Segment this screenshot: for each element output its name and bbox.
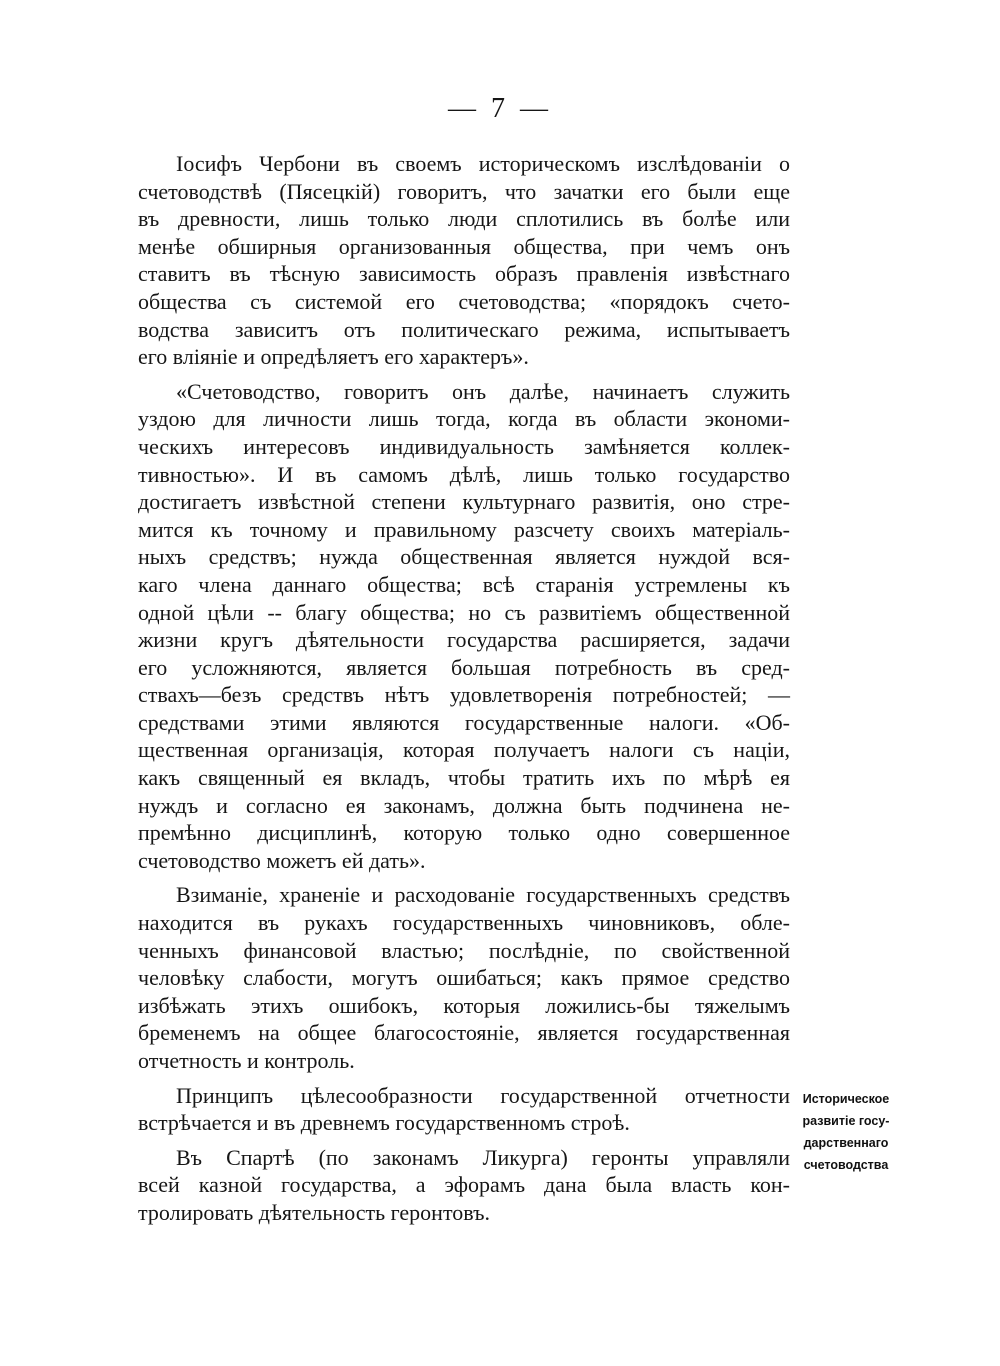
text-line: водства зависитъ отъ политическаго режима, испытываетъ (138, 316, 790, 342)
text-line: одной цѣли -- благу общества; но съ развитіемъ общественной (138, 599, 790, 625)
text-line: какъ священный ея вкладъ, чтобы тратить ихъ по мѣрѣ ея (138, 765, 790, 791)
margin-note-line: дарственнаго (803, 1136, 889, 1150)
text-line: мится къ точному и правильному разсчету своихъ матеріаль- (138, 516, 790, 542)
text-line: жизни кругъ дѣятельности государства расширяется, задачи (138, 627, 790, 653)
margin-note (792, 1088, 900, 1176)
margin-note-line: Историческое (802, 1092, 890, 1106)
text-line: счетоводствѣ (Пясецкій) говоритъ, что зачатки его были еще (138, 178, 790, 204)
text-line: человѣку слабости, могутъ ошибаться; какъ прямое средство (138, 965, 790, 991)
text-line: достигаетъ извѣстной степени культурнаго развитія, оно стре- (138, 489, 790, 515)
text-line: уздою для личности лишь тогда, когда въ области экономи- (138, 406, 790, 432)
paragraph-3 (138, 881, 790, 1074)
text-line: всей казной государства, а эфорамъ дана была власть кон- (138, 1172, 790, 1198)
paragraph-5 (138, 1144, 790, 1227)
paragraph-4 (138, 1082, 790, 1137)
text-line: премѣнно дисциплинѣ, которую только одно совершенное (138, 820, 790, 846)
paragraph-2 (138, 378, 790, 875)
text-line: общества съ системой его счетоводства; «порядокъ счето- (138, 288, 790, 314)
text-line: Принципъ цѣлесообразности государственной отчетности (176, 1082, 790, 1108)
margin-note-line: счетоводства (803, 1158, 889, 1172)
text-line: средствами этими являются государственные налоги. «Об- (138, 709, 790, 735)
paragraph-1 (138, 150, 790, 371)
text-line: тролировать дѣятельность геронтовъ. (138, 1199, 490, 1225)
text-line: ченныхъ финансовой властью; послѣдніе, по свойственной (138, 937, 790, 963)
text-line: щественная организація, которая получаетъ налоги съ націи, (138, 737, 790, 763)
text-line: находится въ рукахъ государственныхъ чиновниковъ, обле- (138, 910, 790, 936)
text-line: ныхъ средствъ; нужда общественная является нуждой вся- (138, 544, 790, 570)
text-line: его усложняются, является большая потребность въ сред- (138, 654, 790, 680)
text-line: каго члена даннаго общества; всѣ старанія устремлены къ (138, 571, 790, 597)
text-line: ствахъ—безъ средствъ нѣтъ удовлетворенія потребностей; — (138, 682, 790, 708)
text-line: менѣе обширныя организованныя общества, при чемъ онъ (138, 233, 790, 259)
margin-note-line: развитіе госу- (802, 1114, 890, 1128)
text-line: ставитъ въ тѣсную зависимость образъ правленія извѣстнаго (138, 261, 790, 287)
text-line: избѣжать этихъ ошибокъ, которыя ложились-бы тяжелымъ (138, 992, 790, 1018)
text-line: «Счетоводство, говоритъ онъ далѣе, начинаетъ служить (176, 378, 790, 404)
text-line: его вліяніе и опредѣляетъ его характеръ». (138, 344, 529, 370)
body-text (138, 150, 790, 1234)
text-line: тивностью». И въ самомъ дѣлѣ, лишь только государство (138, 461, 790, 487)
text-line: встрѣчается и въ древнемъ государственномъ строѣ. (138, 1110, 630, 1136)
text-line: бременемъ на общее благосостояніе, является государственная (138, 1020, 790, 1046)
text-line: Взиманіе, храненіе и расходованіе государственныхъ средствъ (176, 882, 790, 908)
text-line: Іосифъ Чербони въ своемъ историческомъ изслѣдованіи о (176, 151, 790, 176)
text-line: въ древности, лишь только люди сплотились въ болѣе или (138, 206, 790, 232)
text-line: Въ Спартѣ (по законамъ Ликурга) геронты управляли (176, 1144, 790, 1170)
page-number: — 7 — (448, 93, 552, 124)
text-line: счетоводство можетъ ей дать». (138, 847, 426, 873)
text-line: ческихъ интересовъ индивидуальность замѣняется коллек- (138, 433, 790, 459)
text-line: нуждъ и согласно ея законамъ, должна быть подчинена не- (138, 792, 790, 818)
text-line: отчетность и контроль. (138, 1048, 355, 1073)
